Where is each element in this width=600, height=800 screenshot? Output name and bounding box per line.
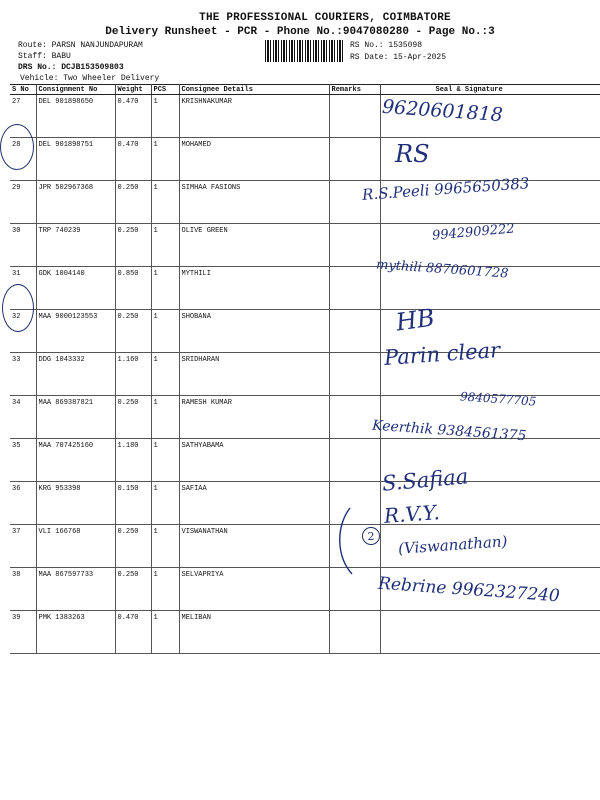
row-weight: 0.850 [115, 267, 151, 310]
row-consignee: RAMESH KUMAR [179, 396, 329, 439]
row-consignee: SHOBANA [179, 310, 329, 353]
signature-36: S.Safiaa [381, 464, 470, 496]
table-row [10, 95, 600, 138]
row-consignee: SELVAPRIYA [179, 568, 329, 611]
row-consignment: DEL 901898650 [36, 95, 115, 138]
signature-29: R.S.Peeli 9965650383 [361, 174, 530, 204]
row-sno: 37 [10, 525, 36, 568]
row-consignee: VISWANATHAN [179, 525, 329, 568]
row-weight: 0.250 [115, 568, 151, 611]
pen-circle-32 [2, 284, 34, 332]
row-weight: 1.180 [115, 439, 151, 482]
signature-35: Keerthik 9384561375 [371, 417, 527, 445]
row-sno: 34 [10, 396, 36, 439]
signature-28: RS [395, 140, 430, 168]
vehicle-label: Vehicle: Two Wheeler Delivery [20, 74, 160, 83]
runsheet-table [10, 84, 600, 654]
row-consignment: MAA 869387821 [36, 396, 115, 439]
table-header-row [10, 85, 600, 95]
row-consignment: MAA 707425160 [36, 439, 115, 482]
row-consignee: MELIBAN [179, 611, 329, 654]
row-weight: 1.160 [115, 353, 151, 396]
row-pcs: 1 [151, 181, 179, 224]
row-consignment: PMK 1383263 [36, 611, 115, 654]
barcode [265, 40, 343, 62]
row-consignee: SIMHAA FASIONS [179, 181, 329, 224]
row-weight: 0.250 [115, 181, 151, 224]
rs-date: RS Date: 15-Apr-2025 [350, 53, 447, 62]
row-pcs: 1 [151, 138, 179, 181]
row-consignee: MYTHILI [179, 267, 329, 310]
circled-note-number: 2 [367, 529, 375, 543]
signature-34: 9840577705 [459, 389, 537, 409]
row-weight: 0.250 [115, 396, 151, 439]
signature-39: Rebrine 9962327240 [377, 573, 561, 607]
row-consignee: SAFIAA [179, 482, 329, 525]
row-consignee: SATHYABAMA [179, 439, 329, 482]
row-pcs: 1 [151, 310, 179, 353]
row-sno: 32 [10, 310, 36, 353]
row-weight: 0.150 [115, 482, 151, 525]
row-pcs: 1 [151, 482, 179, 525]
row-consignment: DDG 1043332 [36, 353, 115, 396]
row-consignee: OLIVE GREEN [179, 224, 329, 267]
row-consignee: SRIDHARAN [179, 353, 329, 396]
table-row [10, 310, 600, 353]
table-row [10, 482, 600, 525]
signature-37: R.V.Y. [383, 500, 441, 528]
col-consignment: Consignment No [36, 85, 115, 95]
row-pcs: 1 [151, 568, 179, 611]
row-pcs: 1 [151, 611, 179, 654]
row-pcs: 1 [151, 439, 179, 482]
row-weight: 0.470 [115, 611, 151, 654]
runsheet-subtitle: Delivery Runsheet - PCR - Phone No.:9047080280 - Page No.:3 [105, 26, 495, 38]
table-row [10, 525, 600, 568]
pen-circle-28 [0, 124, 34, 170]
signature-31: mythili 8870601728 [375, 257, 509, 282]
row-pcs: 1 [151, 224, 179, 267]
row-pcs: 1 [151, 353, 179, 396]
signature-38: (Viswanathan) [397, 532, 508, 558]
row-sno: 27 [10, 95, 36, 138]
row-sno: 31 [10, 267, 36, 310]
row-consignment: MAA 867597733 [36, 568, 115, 611]
row-sno: 35 [10, 439, 36, 482]
row-consignment: KRG 953398 [36, 482, 115, 525]
row-remarks [329, 224, 380, 267]
row-remarks [329, 267, 380, 310]
row-pcs: 1 [151, 267, 179, 310]
col-pcs: PCS [151, 85, 179, 95]
col-sno: S No [10, 85, 36, 95]
col-consignee: Consignee Details [179, 85, 329, 95]
runsheet-meta-right [350, 40, 446, 64]
row-sno: 39 [10, 611, 36, 654]
row-sno: 38 [10, 568, 36, 611]
staff-label: Staff: BABU [18, 52, 71, 61]
row-signature-cell [380, 611, 600, 654]
row-remarks [329, 138, 380, 181]
row-consignment: GDK 1004140 [36, 267, 115, 310]
table-row [10, 439, 600, 482]
row-consignee: MOHAMED [179, 138, 329, 181]
row-pcs: 1 [151, 95, 179, 138]
rs-number: RS No.: 1535098 [350, 41, 423, 50]
row-weight: 0.470 [115, 138, 151, 181]
row-consignment: DEL 901898751 [36, 138, 115, 181]
row-remarks [329, 353, 380, 396]
row-sno: 36 [10, 482, 36, 525]
row-sno: 29 [10, 181, 36, 224]
row-weight: 0.250 [115, 525, 151, 568]
row-consignment: MAA 9000123553 [36, 310, 115, 353]
circled-note [362, 527, 380, 545]
signature-27: 9620601818 [381, 95, 504, 127]
signature-30: 9942909222 [431, 221, 516, 244]
row-remarks [329, 611, 380, 654]
pen-bracket [330, 506, 360, 576]
row-pcs: 1 [151, 396, 179, 439]
row-weight: 0.250 [115, 224, 151, 267]
col-weight: Weight [115, 85, 151, 95]
row-sno: 28 [10, 138, 36, 181]
row-remarks [329, 439, 380, 482]
table-row [10, 353, 600, 396]
row-weight: 0.250 [115, 310, 151, 353]
row-sno: 33 [10, 353, 36, 396]
route-label: Route: PARSN NANJUNDAPURAM [18, 41, 143, 50]
table-row [10, 267, 600, 310]
row-consignment: TRP 740239 [36, 224, 115, 267]
row-pcs: 1 [151, 525, 179, 568]
drs-label: DRS No.: DCJB153509803 [18, 63, 124, 72]
table-row [10, 138, 600, 181]
runsheet-header [0, 12, 600, 38]
col-seal: Seal & Signature [380, 85, 600, 95]
runsheet-meta-left [18, 40, 159, 84]
row-sno: 30 [10, 224, 36, 267]
row-consignee: KRISHNAKUMAR [179, 95, 329, 138]
table-row [10, 611, 600, 654]
row-remarks [329, 95, 380, 138]
col-remarks: Remarks [329, 85, 380, 95]
row-weight: 0.470 [115, 95, 151, 138]
signature-33: Parin clear [383, 337, 501, 371]
row-consignment: JPR 502967368 [36, 181, 115, 224]
row-remarks [329, 310, 380, 353]
signature-32: HB [394, 303, 437, 337]
company-title: THE PROFESSIONAL COURIERS, COIMBATORE [199, 12, 451, 24]
row-consignment: VLI 166768 [36, 525, 115, 568]
